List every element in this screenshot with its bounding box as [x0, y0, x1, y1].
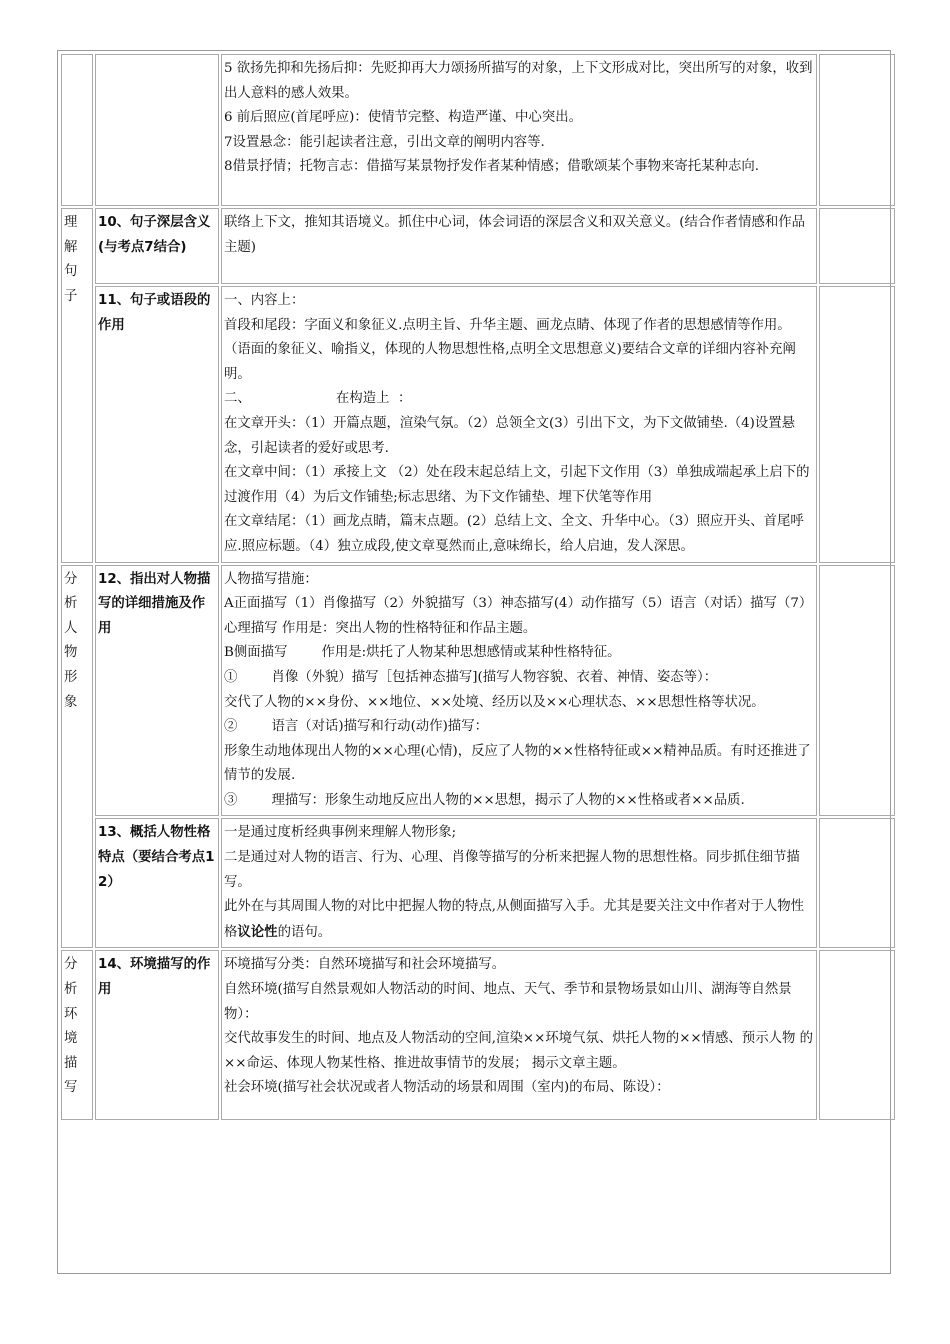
topic-cell: 12、指出对人物描写的详细措施及作用 [95, 565, 219, 817]
content-cell [221, 54, 817, 206]
content-line: 一、内容上： [224, 293, 305, 308]
table-row [61, 286, 895, 563]
content-cell [221, 565, 817, 817]
content-line: 在文章结尾：（1）画龙点睛，篇末点题。(2）总结上文、全文、升华中心。（3）照应开头、首尾呼应.照应标题。（4）独立成段,使文章戛然而止,意味绵长，给人启迪，发人深思。 [224, 514, 804, 554]
content-line: 5 欲扬先抑和先扬后抑：先贬抑再大力颂扬所描写的对象，上下文形成对比，突出所写的对象，收到出人意料的感人效果。 [224, 61, 813, 101]
category-cell: 理解句子 [61, 208, 93, 563]
note-cell [819, 950, 895, 1120]
topic-cell: 11、句子或语段的作用 [95, 286, 219, 563]
content-line: 二、 在构造上 ： [224, 391, 412, 407]
note-cell [819, 208, 895, 284]
content-line: 自然环境(描写自然景观如人物活动的时间、地点、天气、季节和景物场景如山川、湖海等自然景物）： [224, 982, 792, 1022]
content-line: 一是通过度析经典事例来理解人物形象; [224, 825, 457, 841]
content-line: A正面描写（1）肖像描写（2）外貌描写（3）神态描写(4）动作描写（5）语言（对话）描写（7）心理描写 作用是：突出人物的性格特征和作品主题。 [224, 596, 813, 636]
topic-cell: 10、句子深层含义(与考点7结合) [95, 208, 219, 284]
content-text: 此外在与其周围人物的对比中把握人物的特点,从侧面描写入手。尤其是要关注文中作者对于人物性格 [224, 899, 805, 940]
content-line: B侧面描写 作用是:烘托了人物某种思想感情或某种性格特征。 [224, 645, 621, 661]
content-cell [221, 950, 817, 1120]
content-line: 环境描写分类：自然环境描写和社会环境描写。 [224, 957, 506, 973]
content-line: 社会环境(描写社会状况或者人物活动的场景和周围（室内)的布局、陈设）： [224, 1080, 670, 1096]
content-cell [221, 208, 817, 284]
content-line: 首段和尾段：字面义和象征义.点明主旨、升华主题、画龙点睛、体现了作者的思想感情等作用。 [224, 317, 791, 333]
content-line: 联络上下文，推知其语境义。抓住中心词，体会词语的深层含义和双关意义。(结合作者情感和作品主题) [224, 215, 806, 255]
category-cell [61, 54, 93, 206]
note-cell [819, 54, 895, 206]
category-cell: 分析人物形象 [61, 565, 93, 949]
category-cell: 分析环境描写 [61, 950, 93, 1120]
content-cell [221, 818, 817, 948]
study-table [59, 52, 897, 1122]
table-row [61, 565, 895, 817]
content-cell [221, 286, 817, 563]
content-line: 二是通过对人物的语言、行为、心理、肖像等描写的分析来把握人物的思想性格。同步抓住细节描写。 [224, 850, 800, 890]
topic-cell: 13、概括人物性格特点（要结合考点12） [95, 818, 219, 948]
table-row [61, 208, 895, 284]
content-line: 8借景抒情；托物言志：借描写某景物抒发作者某种情感；借歌颂某个事物来寄托某种志向. [224, 159, 760, 175]
content-line: 在文章中间：（1）承接上文 （2）处在段末起总结上文，引起下文作用（3）单独成端起承上启下的过渡作用（4）为后文作铺垫;标志思绪、为下文作铺垫、埋下伏笔等作用 [224, 465, 810, 505]
note-cell [819, 286, 895, 563]
table-row [61, 54, 895, 206]
topic-cell: 14、环境描写的作用 [95, 950, 219, 1120]
content-line: 形象生动地体现出人物的××心理(心情)，反应了人物的××性格特征或××精神品质。有时还推进了情节的发展. [224, 743, 811, 784]
content-line: 7设置悬念：能引起读者注意，引出文章的阐明内容等. [224, 134, 545, 150]
content-line: ② 语言（对话)描写和行动(动作)描写： [224, 719, 488, 735]
note-cell [819, 818, 895, 948]
content-line: 交代故事发生的时间、地点及人物活动的空间,渲染××环境气氛、烘托人物的××情感、预示人物 的××命运、体现人物某性格、推进故事情节的发展； 揭示文章主题。 [224, 1031, 814, 1071]
content-line: ① 肖像（外貌）描写［包括神态描写](描写人物容貌、衣着、神情、姿态等）： [224, 669, 718, 685]
content-line: （语面的象征义、喻指义，体现的人物思想性格,点明全文思想意义)要结合文章的详细内容补充阐明。 [224, 342, 796, 382]
content-line: 交代了人物的××身份、××地位、××处境、经历以及××心理状态、××思想性格等状况。 [224, 694, 765, 710]
content-line: 人物描写措施： [224, 571, 318, 587]
content-line [224, 895, 814, 945]
topic-cell [95, 54, 219, 206]
table-row [61, 818, 895, 948]
content-line: 在文章开头：（1）开篇点题，渲染气氛。（2）总领全文(3）引出下文，为下文做铺垫.（4)设置悬念，引起读者的爱好或思考. [224, 415, 796, 456]
emphasis-text: 议论性 [237, 923, 278, 940]
content-text: 的语句。 [277, 924, 332, 940]
note-cell [819, 565, 895, 817]
content-line: ③ 理描写：形象生动地反应出人物的××思想，揭示了人物的××性格或者××品质. [224, 792, 745, 808]
content-line: 6 前后照应(首尾呼应)：使情节完整、构造严谨、中心突出。 [224, 110, 582, 126]
table-row [61, 950, 895, 1120]
